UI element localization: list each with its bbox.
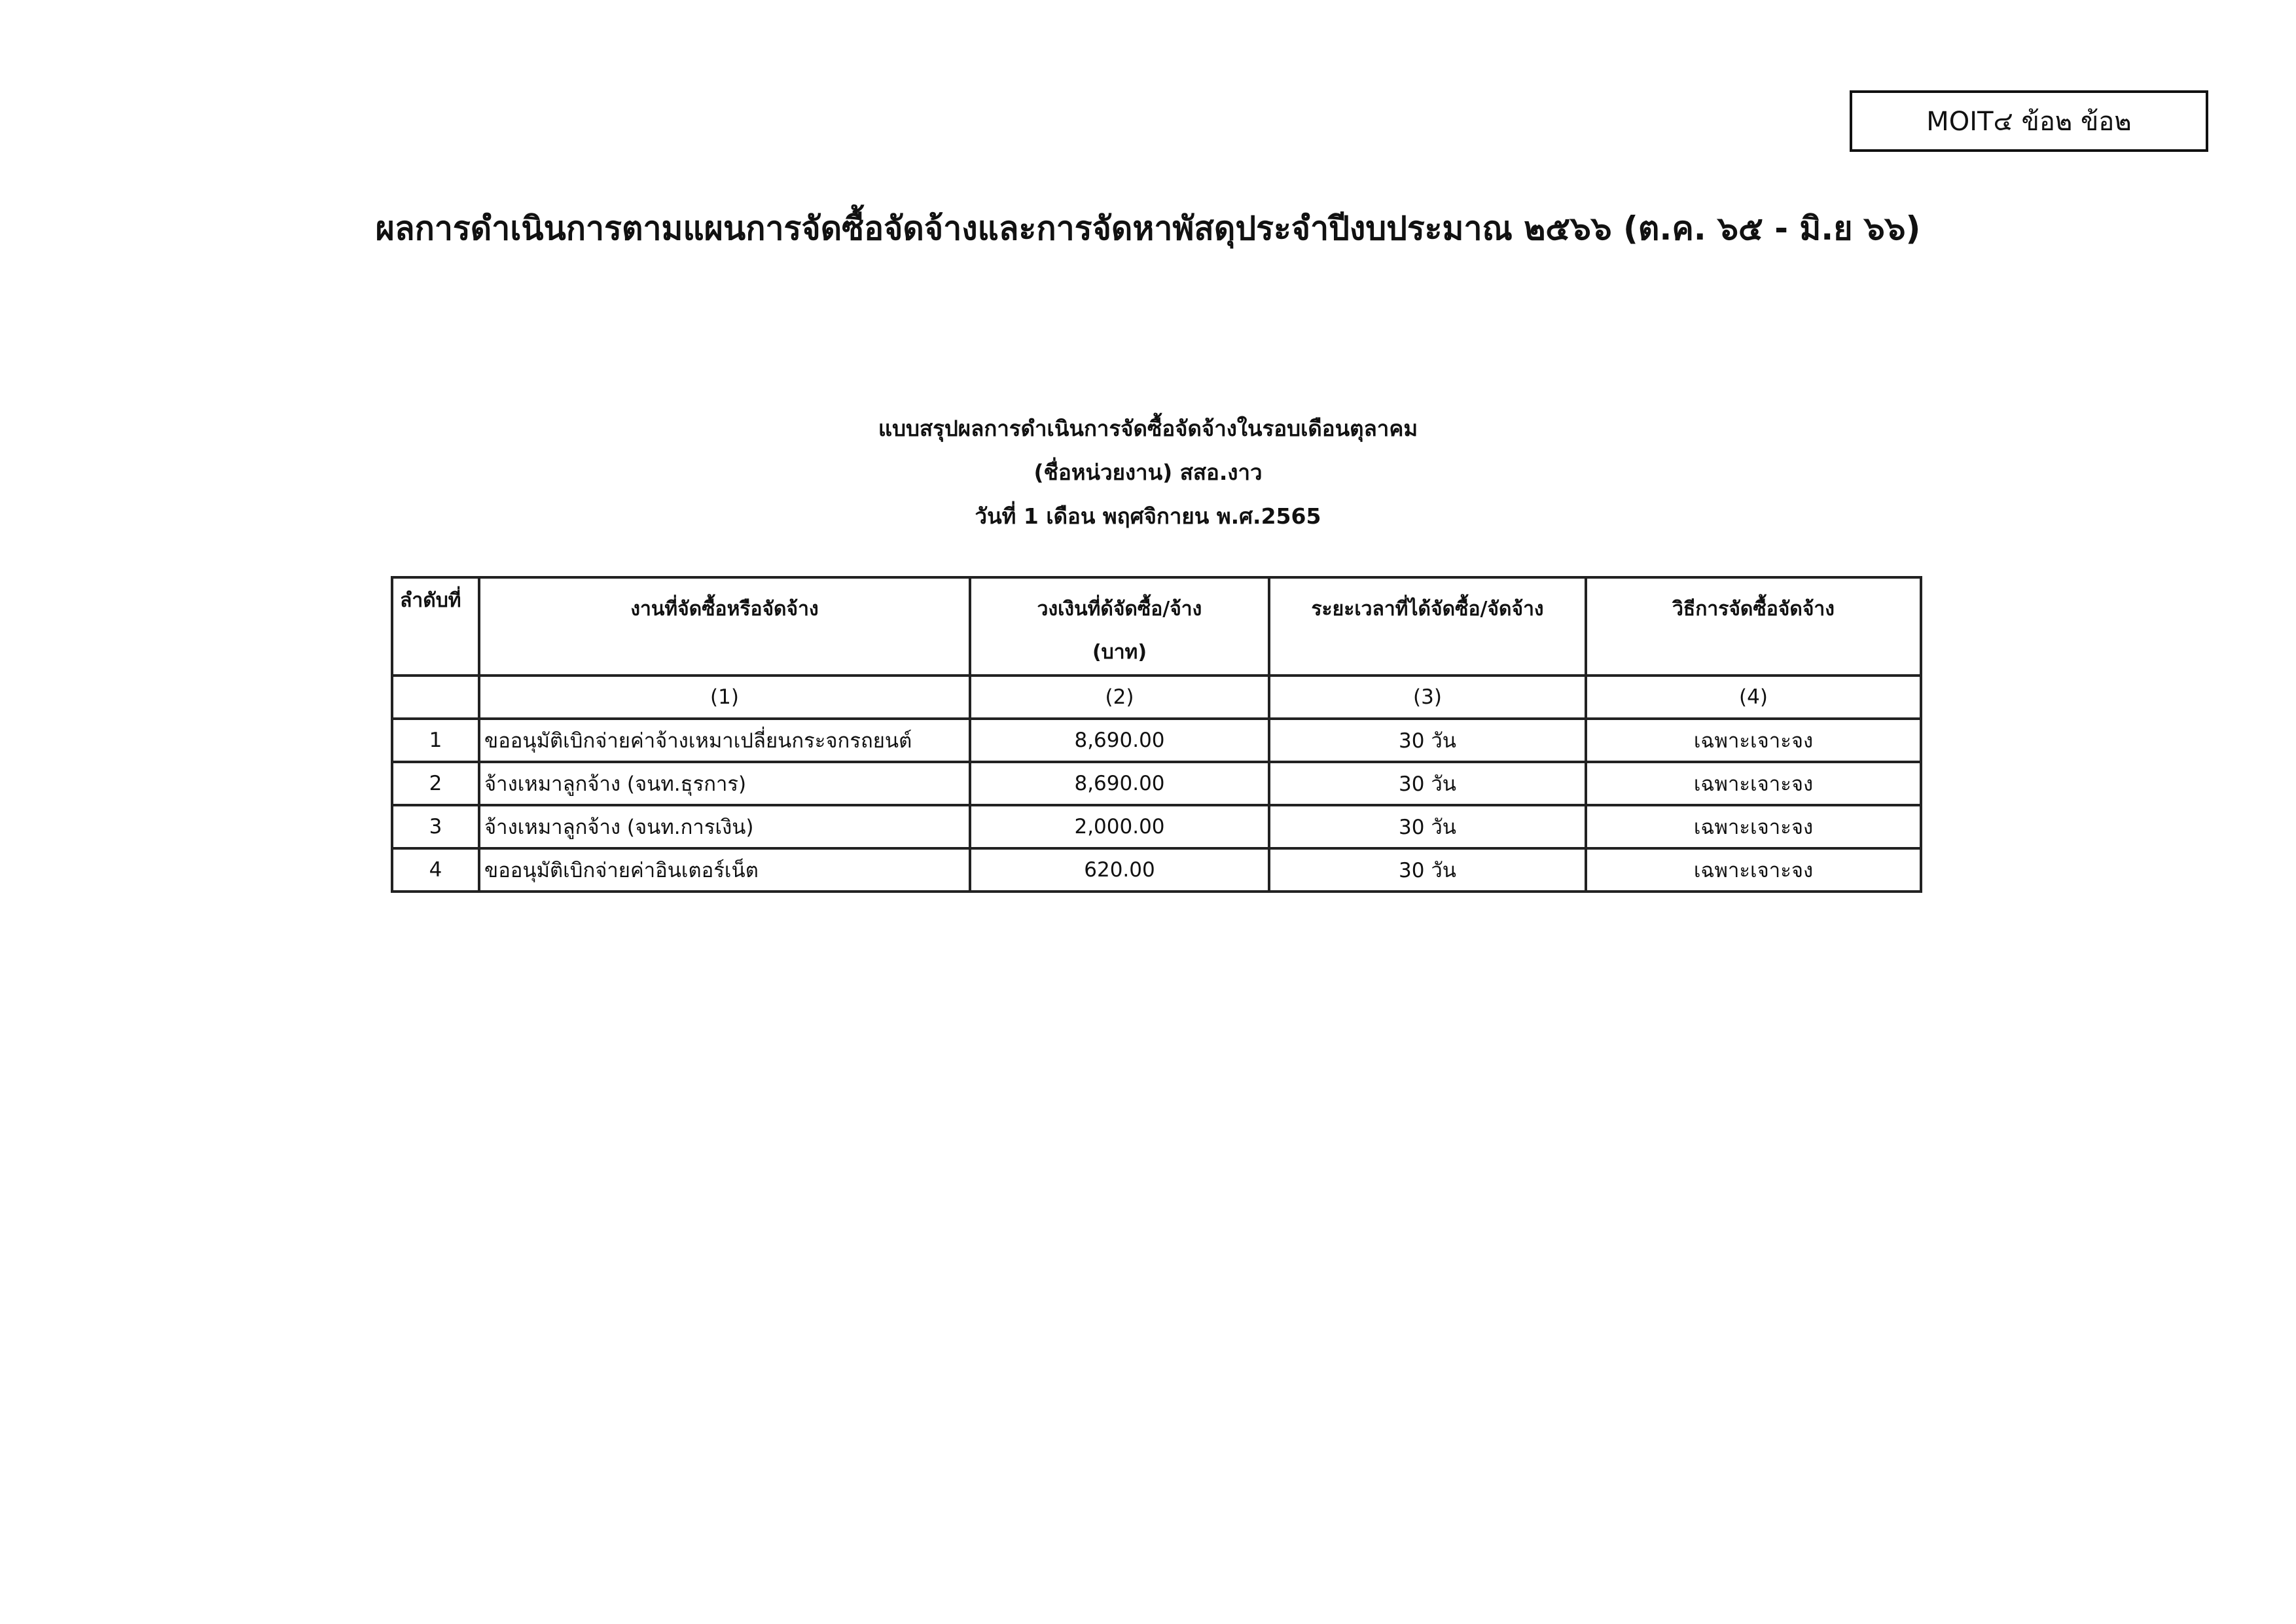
row-period: 30 วัน bbox=[1269, 805, 1586, 848]
header-task: งานที่จัดซื้อหรือจัดจ้าง bbox=[479, 577, 970, 676]
row-index: 3 bbox=[392, 805, 479, 848]
row-period: 30 วัน bbox=[1269, 848, 1586, 892]
row-method: เฉพาะเจาะจง bbox=[1586, 719, 1921, 762]
table-row bbox=[392, 848, 1921, 892]
reference-code-text: MOIT๔ ข้อ๒ ข้อ๒ bbox=[1926, 107, 2132, 137]
row-period: 30 วัน bbox=[1269, 719, 1586, 762]
row-period: 30 วัน bbox=[1269, 762, 1586, 805]
row-method: เฉพาะเจาะจง bbox=[1586, 848, 1921, 892]
header-budget-line2: (บาท) bbox=[1092, 641, 1147, 664]
row-method: เฉพาะเจาะจง bbox=[1586, 805, 1921, 848]
row-method: เฉพาะเจาะจง bbox=[1586, 762, 1921, 805]
column-number-task: (1) bbox=[479, 676, 970, 719]
header-budget bbox=[970, 577, 1269, 676]
column-number-period: (3) bbox=[1269, 676, 1586, 719]
summary-heading: แบบสรุปผลการดำเนินการจัดซื้อจัดจ้างในรอบเดือนตุลาคม bbox=[878, 416, 1418, 441]
reference-code-box bbox=[1850, 90, 2208, 152]
report-date: วันที่ 1 เดือน พฤศจิกายน พ.ศ.2565 bbox=[975, 503, 1321, 529]
page-title: ผลการดำเนินการตามแผนการจัดซื้อจัดจ้างและการจัดหาพัสดุประจำปีงบประมาณ ๒๕๖๖ (ต.ค. ๖๕ - มิ.ย ๖๖) bbox=[375, 209, 1921, 247]
row-task: ขออนุมัติเบิกจ่ายค่าอินเตอร์เน็ต bbox=[479, 848, 970, 892]
row-task: ขออนุมัติเบิกจ่ายค่าจ้างเหมาเปลี่ยนกระจกรถยนต์ bbox=[479, 719, 970, 762]
table-header-row bbox=[392, 577, 1921, 676]
row-budget: 8,690.00 bbox=[970, 762, 1269, 805]
header-method: วิธีการจัดซื้อจัดจ้าง bbox=[1586, 577, 1921, 676]
row-index: 2 bbox=[392, 762, 479, 805]
column-number-index bbox=[392, 676, 479, 719]
header-period: ระยะเวลาที่ได้จัดซื้อ/จัดจ้าง bbox=[1269, 577, 1586, 676]
column-number-method: (4) bbox=[1586, 676, 1921, 719]
row-budget: 8,690.00 bbox=[970, 719, 1269, 762]
agency-name: (ชื่อหน่วยงาน) สสอ.งาว bbox=[1033, 460, 1263, 485]
header-budget-line1: วงเงินที่ด้จัดซื้อ/จ้าง bbox=[1037, 598, 1202, 621]
row-budget: 2,000.00 bbox=[970, 805, 1269, 848]
row-task: จ้างเหมาลูกจ้าง (จนท.การเงิน) bbox=[479, 805, 970, 848]
table-row bbox=[392, 719, 1921, 762]
table-row bbox=[392, 805, 1921, 848]
row-index: 1 bbox=[392, 719, 479, 762]
column-number-budget: (2) bbox=[970, 676, 1269, 719]
column-number-row bbox=[392, 676, 1921, 719]
row-task: จ้างเหมาลูกจ้าง (จนท.ธุรการ) bbox=[479, 762, 970, 805]
row-budget: 620.00 bbox=[970, 848, 1269, 892]
procurement-table bbox=[391, 576, 1922, 893]
row-index: 4 bbox=[392, 848, 479, 892]
header-index: ลำดับที่ bbox=[392, 577, 479, 676]
table-row bbox=[392, 762, 1921, 805]
